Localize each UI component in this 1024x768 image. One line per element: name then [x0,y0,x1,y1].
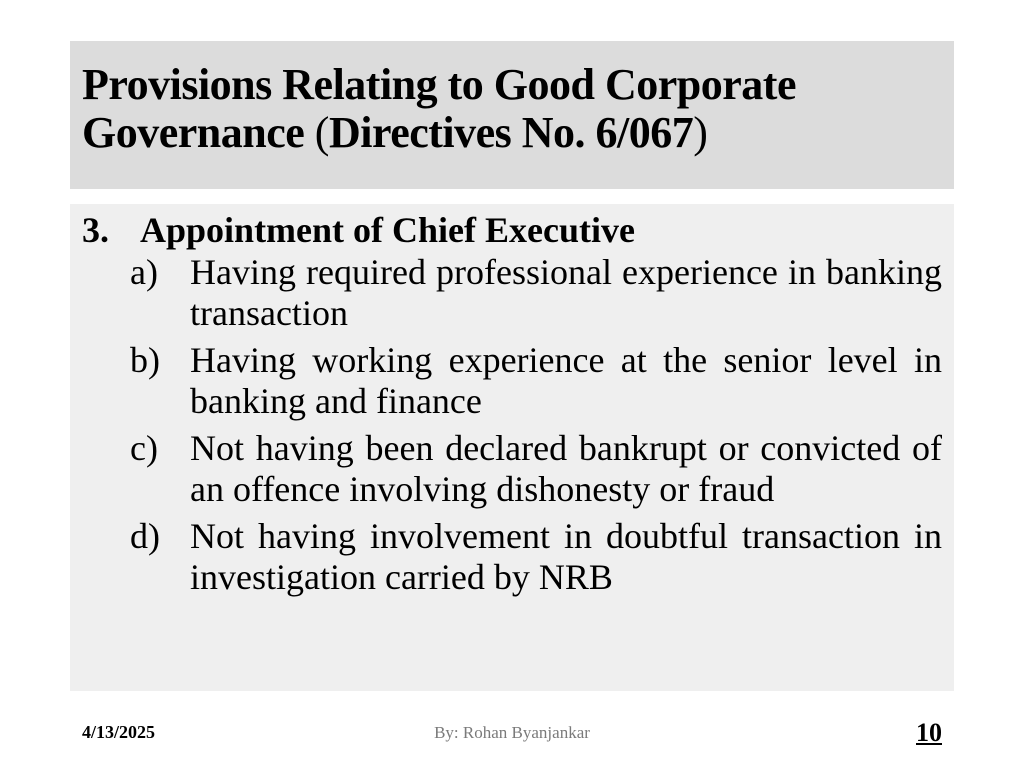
page-number: 10 [916,718,942,747]
footer-date: 4/13/2025 [82,722,156,742]
slide-content-box [70,204,954,691]
title-paren-close: ) [693,108,708,157]
slide-title-main: Provisions Relating to Good Corporate Governance [82,60,796,157]
list-item-text: Not having involvement in doubtful transaction in investigation carried by NRB [190,516,942,597]
list-item-text: Not having been declared bankrupt or convicted of an offence involving dishonesty or fraud [190,428,942,509]
slide-title-directive: Directives No. 6/067 [328,108,694,157]
slide-title [82,61,942,157]
footer-author: By: Rohan Byanjankar [434,723,590,742]
list-item-marker: a) [130,252,158,292]
title-paren-open: ( [314,108,329,157]
list-item [130,252,942,334]
list-item [130,340,942,422]
requirement-list [82,252,942,598]
list-item-text: Having working experience at the senior level in banking and finance [190,340,942,421]
list-item [130,516,942,598]
list-item-marker: b) [130,340,160,380]
slide-title-box [70,41,954,189]
list-item [130,428,942,510]
section-heading [82,208,942,252]
list-item-text: Having required professional experience in banking transaction [190,252,942,333]
list-item-marker: d) [130,516,160,556]
section-number: 3. [82,210,109,250]
section-heading-text: Appointment of Chief Executive [140,210,635,250]
list-item-marker: c) [130,428,158,468]
